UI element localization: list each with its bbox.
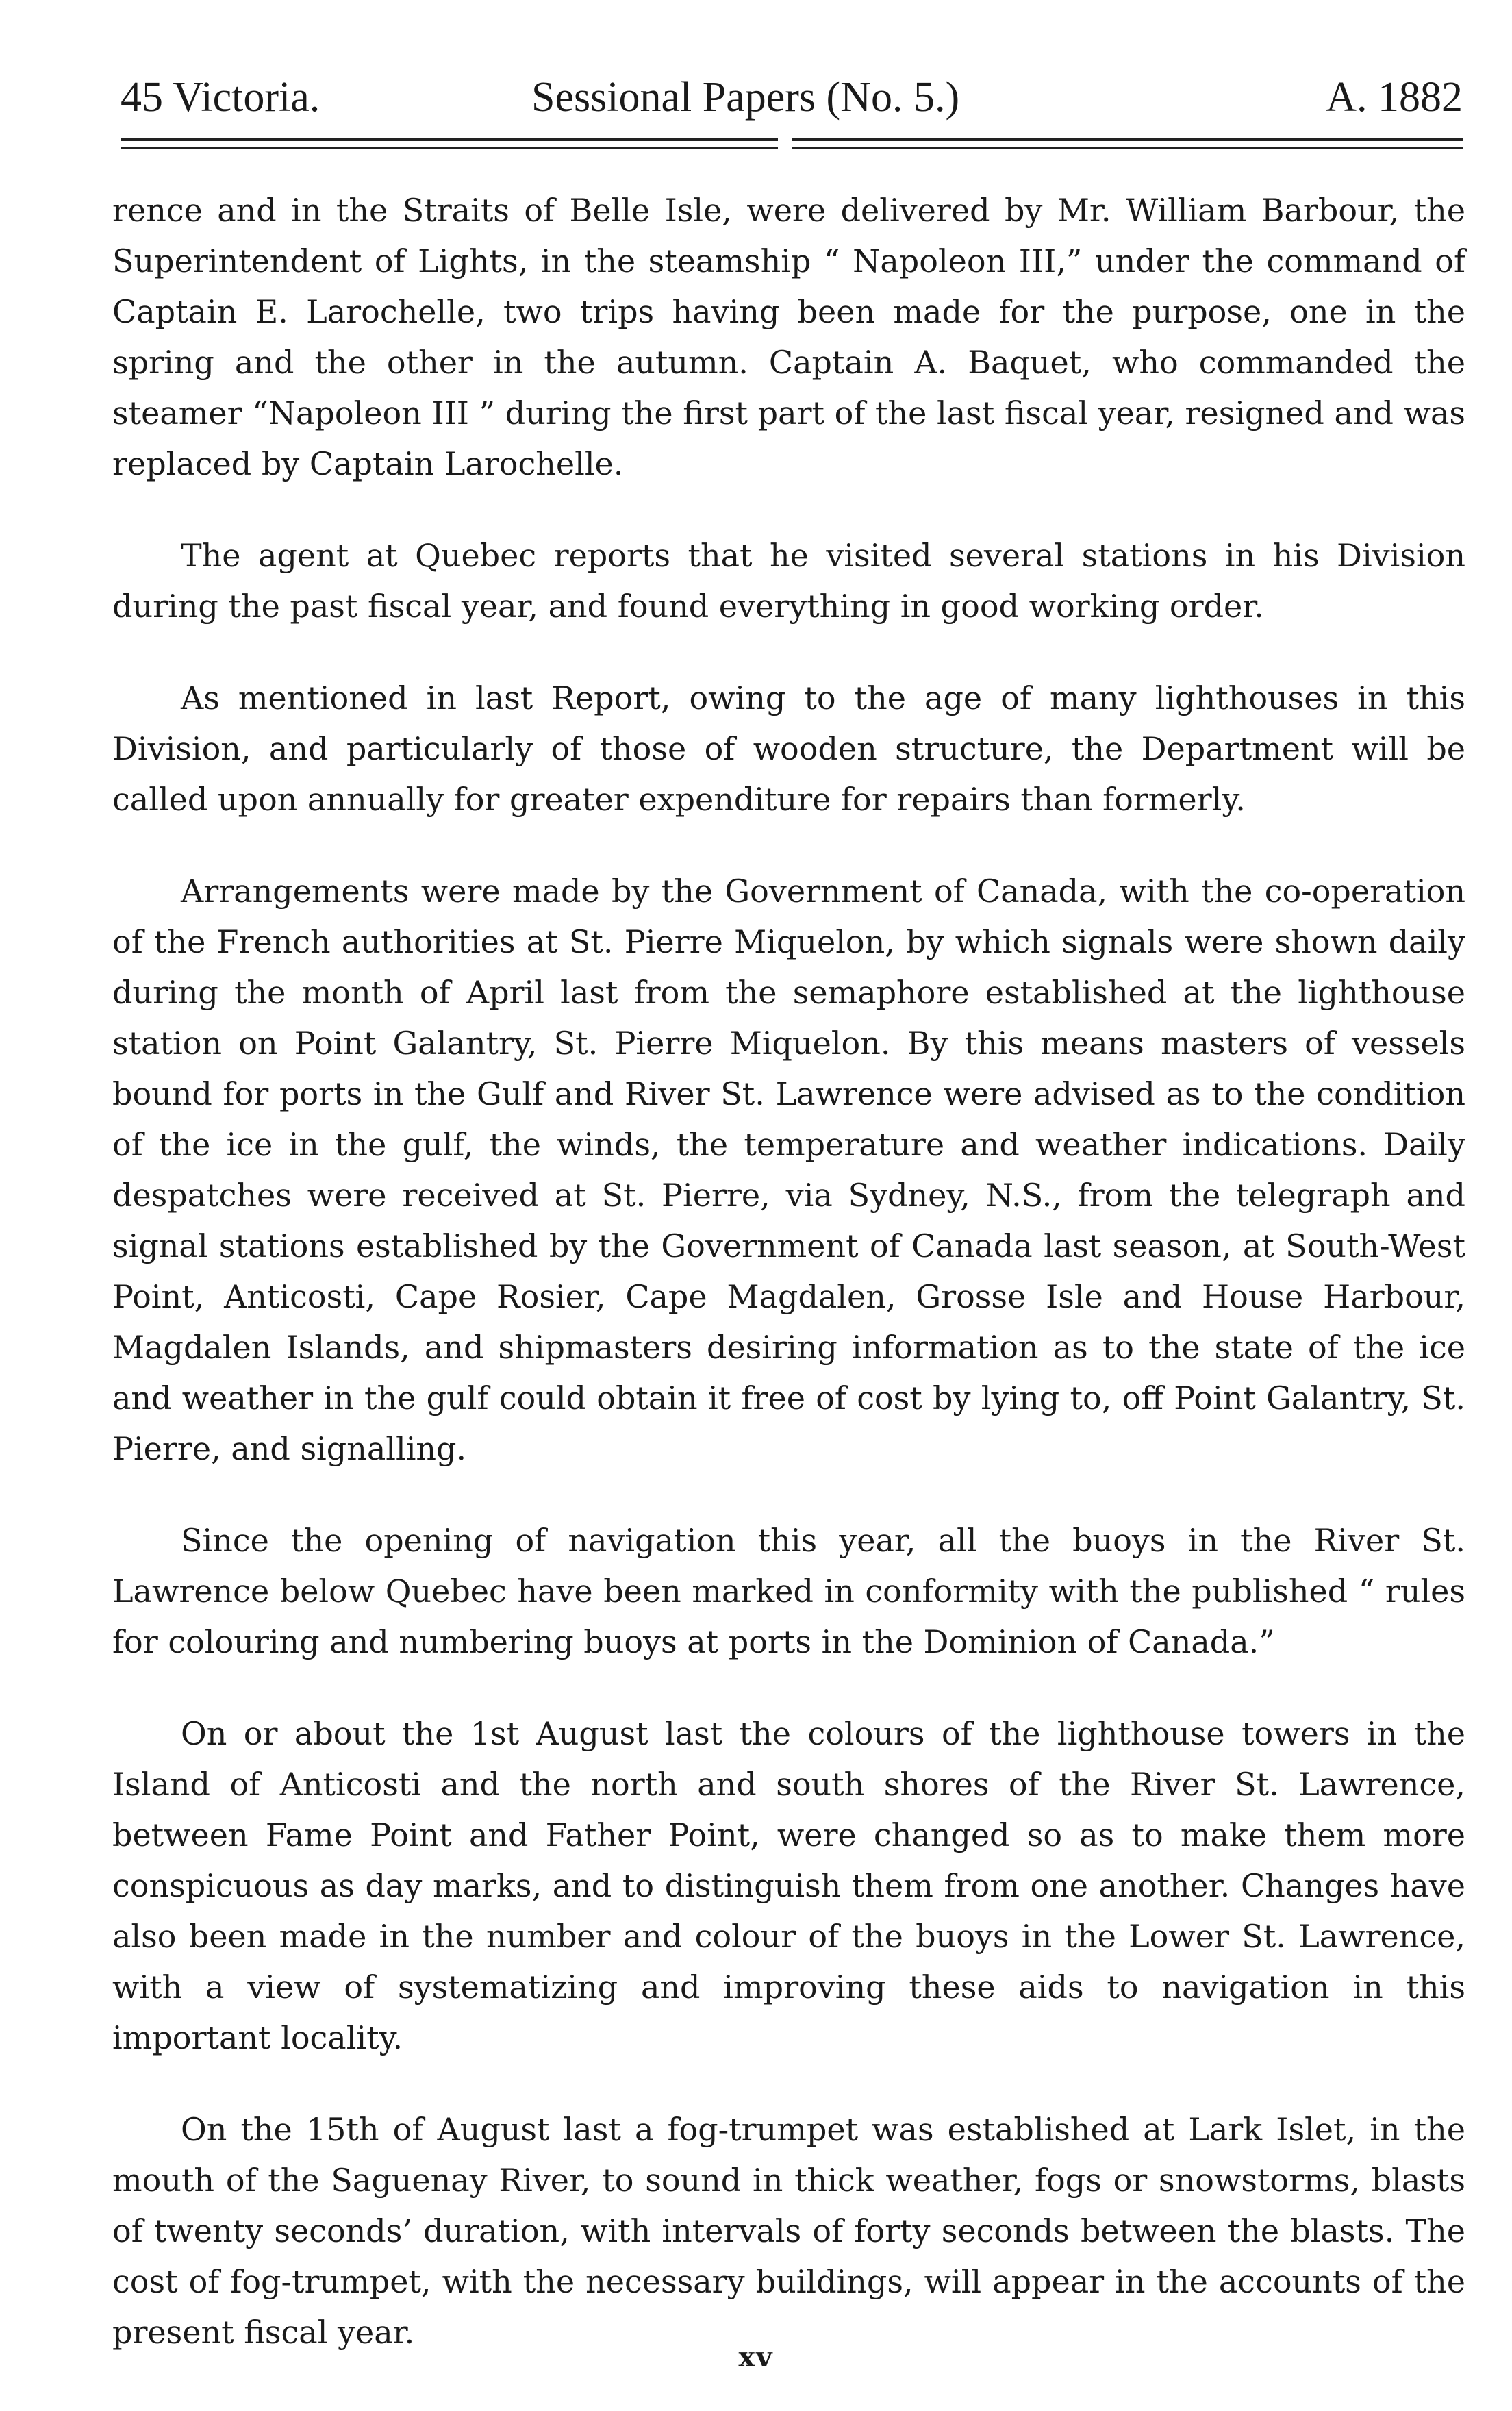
rule-left-top <box>121 138 778 141</box>
header-double-rule <box>121 138 1463 153</box>
running-header <box>121 70 1463 125</box>
rule-left-bottom <box>121 147 778 149</box>
paragraph-repairs: As mentioned in last Report, owing to the age of many lighthouses in this Division, and particularly of those of wooden structure, the Department will be called upon annually for greater expenditure for repairs than formerly. <box>112 679 1465 818</box>
paragraph-signals: Arrangements were made by the Government of Canada, with the co-operation of the French authorities at St. Pierre Miquelon, by which signals were shown daily during the month of April last from the semaphore established at the lighthouse station on Point Galantry, St. Pierre Miquelon. By this means masters of vessels bound for ports in the Gulf and River St. Lawrence were advised as to the condition of the ice in the gulf, the winds, the temperature and weather indications. Daily despatches were received at St. Pierre, via Sydney, N.S., from the telegraph and signal stations established by the Government of Canada last season, at South-West Point, Anticosti, Cape Rosier, Cape Magdalen, Grosse Isle and House Harbour, Magdalen Islands, and shipmasters desiring information as to the state of the ice and weather in the gulf could obtain it free of cost by lying to, off Point Galantry, St. Pierre, and signalling. <box>112 873 1465 1467</box>
paragraph-quebec-agent: The agent at Quebec reports that he visited several stations in his Division during the past fiscal year, and found everything in good working order. <box>112 537 1465 625</box>
paragraph-colours: On or about the 1st August last the colours of the lighthouse towers in the Island of Anticosti and the north and south shores of the River St. Lawrence, between Fame Point and Father Point, were changed so as to make them more conspicuous as day marks, and to distinguish them from one another. Changes have also been made in the number and colour of the buoys in the Lower St. Lawrence, with a view of systematizing and improving these aids to navigation in this important locality. <box>112 1715 1465 2056</box>
paragraph-buoys: Since the opening of navigation this year, all the buoys in the River St. Lawrence below Quebec have been marked in conformity with the published “ rules for colouring and numbering buoys at ports in the Dominion of Canada.” <box>112 1522 1465 1660</box>
paragraph-continuation: rence and in the Straits of Belle Isle, were delivered by Mr. William Barbour, the Superintendent of Lights, in the steamship “ Napoleon III,” under the command of Captain E. Larochelle, two trips having been made for the purpose, one in the spring and the other in the autumn. Captain A. Baquet, who commanded the steamer “Napoleon III ” during the first part of the last fiscal year, resigned and was replaced by Captain Larochelle. <box>112 192 1465 482</box>
rule-right-top <box>792 138 1463 141</box>
rule-right-bottom <box>792 147 1463 149</box>
document-title: Sessional Papers (No. 5.) <box>531 74 960 121</box>
volume-label: 45 Victoria. <box>121 74 320 121</box>
report-body <box>112 185 1465 2399</box>
paragraph-fog-trumpet: On the 15th of August last a fog-trumpet was established at Lark Islet, in the mouth of the Saguenay River, to sound in thick weather, fogs or snowstorms, blasts of twenty seconds’ duration, with intervals of forty seconds between the blasts. The cost of fog-trumpet, with the necessary buildings, will appear in the accounts of the present fiscal year. <box>112 2111 1465 2351</box>
page-folio: xv <box>738 2341 774 2373</box>
year-label: A. 1882 <box>1326 74 1463 121</box>
